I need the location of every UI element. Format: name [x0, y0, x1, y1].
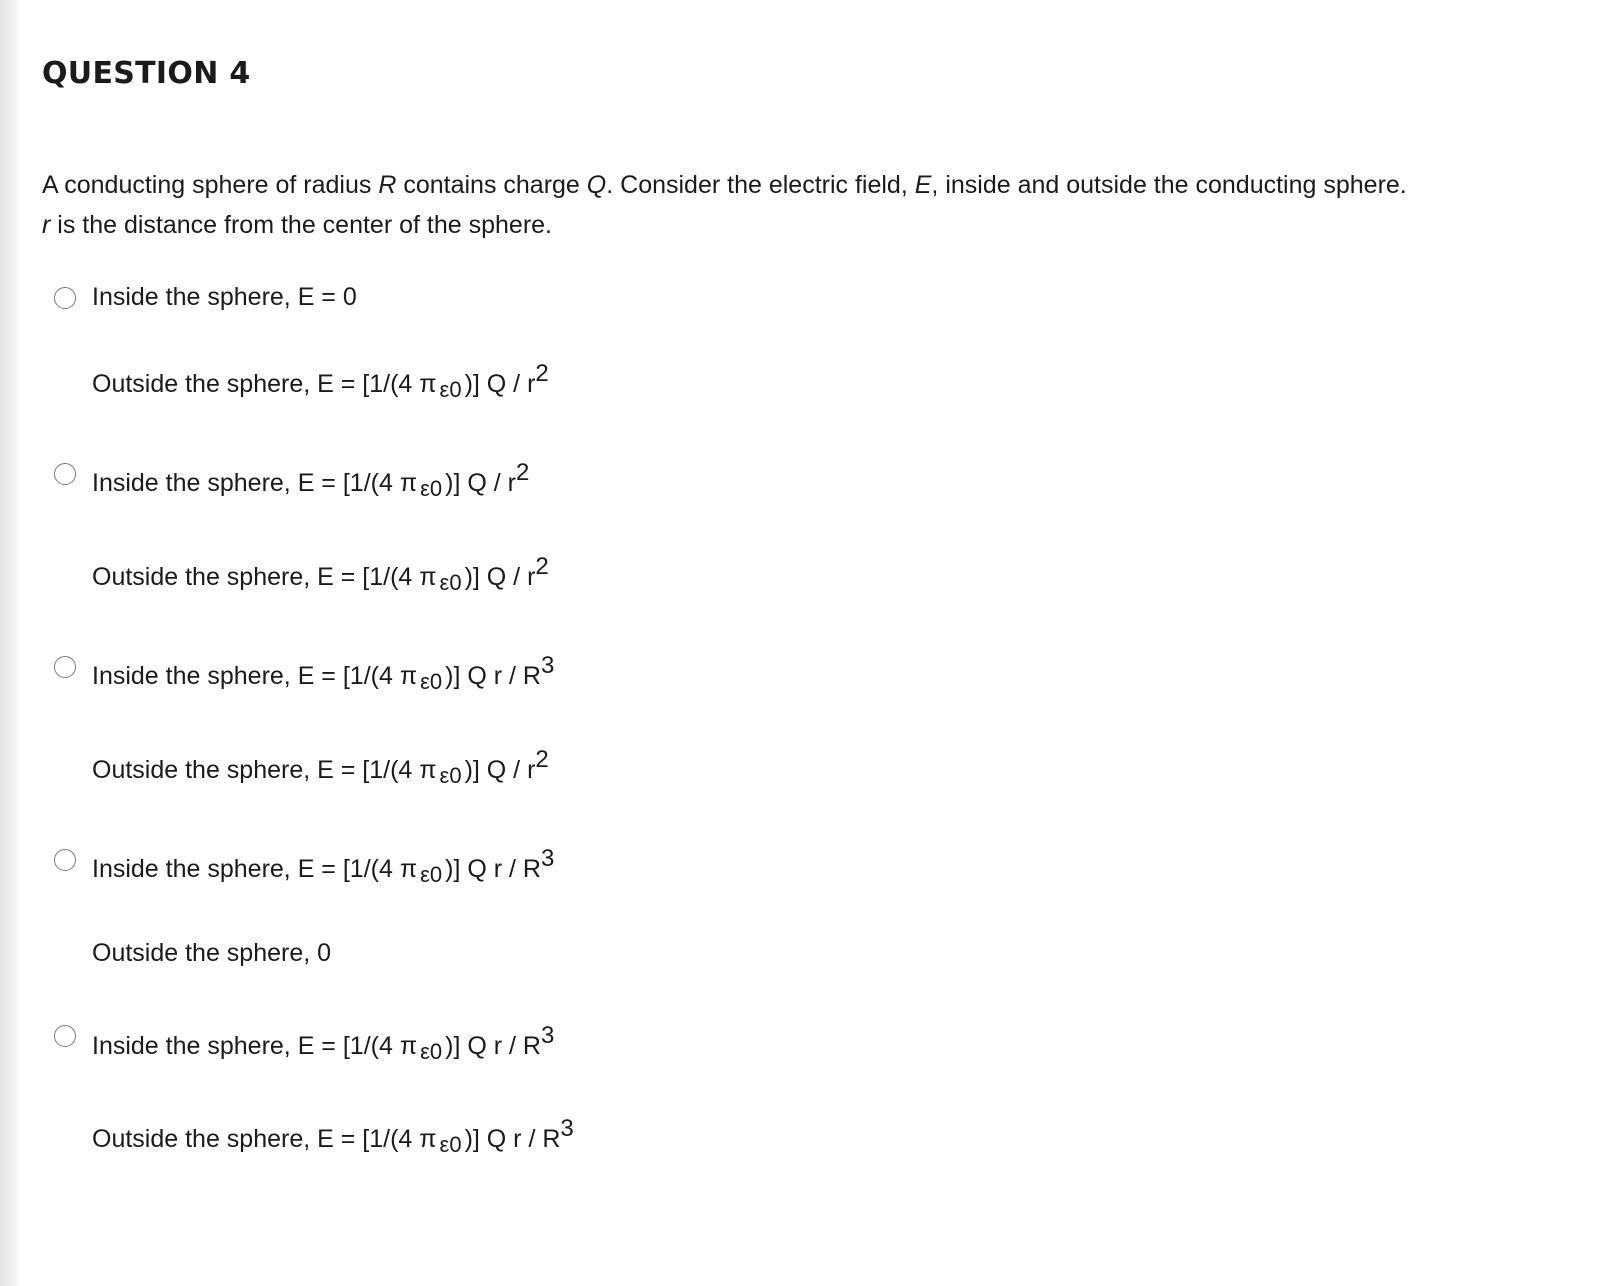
exponent: 3 — [560, 1115, 574, 1142]
exponent: 3 — [540, 652, 555, 679]
option-4-inside-text[interactable] — [92, 845, 555, 887]
epsilon-zero: ε0 — [420, 669, 443, 694]
formula-text: )] Q r / R — [464, 1125, 561, 1153]
formula-text: )] Q / r — [445, 469, 516, 497]
epsilon-zero: ε0 — [420, 476, 443, 501]
option-1-radio[interactable] — [54, 287, 76, 309]
option-5-radio[interactable] — [54, 1025, 76, 1047]
formula-text: )] Q / r — [464, 563, 536, 591]
formula-text: )] Q r / R — [445, 1032, 541, 1060]
formula-text: )] Q r / R — [445, 855, 541, 883]
epsilon-zero: ε0 — [420, 862, 443, 887]
formula-text: Inside the sphere, E = [1/(4 π — [92, 469, 418, 497]
formula-text: Inside the sphere, E = [1/(4 π — [92, 662, 418, 690]
question-text-part: is the distance from the center of the sphere. — [50, 211, 552, 239]
option-1-inside-text[interactable] — [92, 283, 363, 312]
option-2-inside-text[interactable] — [92, 459, 530, 501]
option-2-radio[interactable] — [54, 463, 76, 485]
exponent: 2 — [515, 459, 530, 486]
variable-E: E — [914, 171, 932, 199]
epsilon-zero: ε0 — [439, 763, 462, 788]
option-5-outside-text[interactable] — [92, 1115, 574, 1157]
left-edge-shade — [0, 0, 22, 1286]
question-text-part: A conducting sphere of radius — [42, 171, 379, 199]
exponent: 3 — [540, 845, 555, 872]
option-5-inside-text[interactable] — [92, 1022, 555, 1064]
formula-text: Inside the sphere, E = [1/(4 π — [92, 1032, 418, 1060]
option-3-outside-text[interactable] — [92, 746, 549, 788]
option-4-outside-text[interactable] — [92, 939, 337, 968]
question-text-part: contains charge — [396, 171, 587, 199]
exponent: 2 — [535, 746, 549, 773]
option-4-radio[interactable] — [54, 849, 76, 871]
formula-text: Outside the sphere, 0 — [92, 939, 332, 967]
exponent: 2 — [535, 360, 549, 387]
formula-text: )] Q r / R — [445, 662, 541, 690]
formula-text: Inside the sphere, E = [1/(4 π — [92, 855, 418, 883]
epsilon-zero: ε0 — [439, 377, 462, 402]
formula-text: )] Q / r — [464, 370, 536, 398]
exponent: 2 — [535, 553, 549, 580]
formula-text: )] Q / r — [464, 756, 536, 784]
formula-text: Outside the sphere, E = [1/(4 π — [92, 370, 437, 398]
variable-r: r — [42, 211, 51, 239]
epsilon-zero: ε0 — [420, 1039, 443, 1064]
epsilon-zero: ε0 — [439, 1132, 462, 1157]
variable-Q: Q — [586, 171, 607, 199]
formula-text: Inside the sphere, E = 0 — [92, 283, 357, 311]
formula-text: Outside the sphere, E = [1/(4 π — [92, 563, 437, 591]
question-text-part: , inside and outside the conducting sphere. — [931, 171, 1407, 199]
exponent: 3 — [540, 1022, 555, 1049]
variable-R: R — [378, 171, 397, 199]
question-text-part: . Consider the electric field, — [606, 171, 915, 199]
option-1-outside-text[interactable] — [92, 360, 549, 402]
epsilon-zero: ε0 — [439, 570, 462, 595]
question-title: QUESTION 4 — [42, 56, 251, 91]
option-3-radio[interactable] — [54, 656, 76, 678]
option-3-inside-text[interactable] — [92, 652, 555, 694]
formula-text: Outside the sphere, E = [1/(4 π — [92, 1125, 437, 1153]
option-2-outside-text[interactable] — [92, 553, 549, 595]
formula-text: Outside the sphere, E = [1/(4 π — [92, 756, 437, 784]
question-text — [42, 165, 1582, 245]
